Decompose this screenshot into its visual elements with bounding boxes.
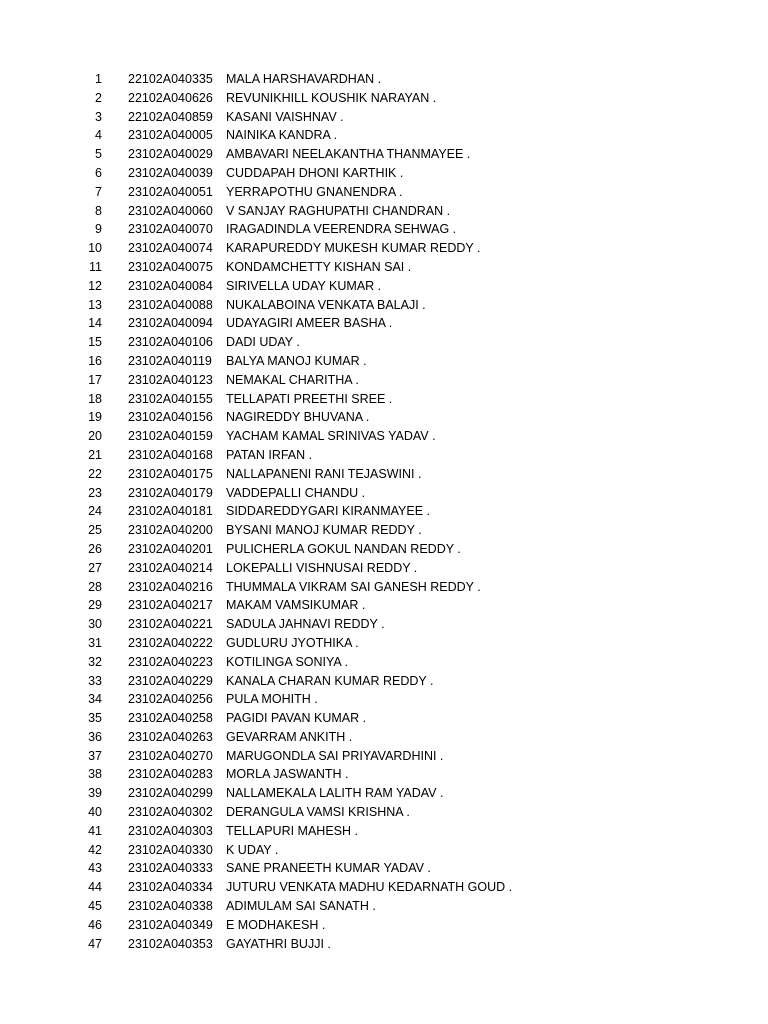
student-name: REVUNIKHILL KOUSHIK NARAYAN . [226,90,437,105]
serial-number: 21 [88,447,102,462]
student-row [0,408,768,427]
serial-number: 42 [88,842,102,857]
student-row [0,672,768,691]
student-name: BALYA MANOJ KUMAR . [226,353,367,368]
student-name: MALA HARSHAVARDHAN . [226,72,382,86]
student-row [0,709,768,728]
roll-number: 23102A040106 [128,335,213,350]
student-name: SADULA JAHNAVI REDDY . [226,617,385,632]
serial-number: 17 [88,372,102,387]
serial-number: 13 [88,297,102,312]
student-name: PULA MOHITH . [226,692,318,707]
serial-number: 43 [88,861,102,876]
student-row [0,126,768,145]
serial-number: 37 [88,748,102,763]
student-name: CUDDAPAH DHONI KARTHIK . [226,165,404,180]
student-row [0,183,768,202]
serial-number: 14 [88,316,102,331]
student-name: NAGIREDDY BHUVANA . [226,410,370,425]
roll-number: 23102A040333 [128,861,213,876]
roll-number: 23102A040302 [128,805,213,820]
roll-number: 23102A040029 [128,147,213,162]
roll-number: 22102A040859 [128,109,213,124]
serial-number: 25 [88,523,102,538]
serial-number: 10 [88,241,102,256]
roll-number: 23102A040221 [128,617,213,632]
student-name: GEVARRAM ANKITH . [226,729,353,744]
roll-number: 23102A040353 [128,936,213,951]
student-row [0,897,768,916]
student-row [0,747,768,766]
roll-number: 23102A040349 [128,917,213,932]
roll-number: 23102A040070 [128,222,213,237]
student-name: JUTURU VENKATA MADHU KEDARNATH GOUD . [226,880,513,895]
serial-number: 47 [88,936,102,951]
student-name: E MODHAKESH . [226,917,326,932]
student-name: KARAPUREDDY MUKESH KUMAR REDDY . [226,241,481,256]
student-name: KOTILINGA SONIYA . [226,654,349,669]
student-name: SANE PRANEETH KUMAR YADAV . [226,861,431,876]
student-name: THUMMALA VIKRAM SAI GANESH REDDY . [226,579,481,594]
serial-number: 41 [88,823,102,838]
roll-number: 23102A040229 [128,673,213,688]
serial-number: 19 [88,410,102,425]
roll-number: 23102A040303 [128,823,213,838]
serial-number: 40 [88,805,102,820]
serial-number: 11 [89,259,102,274]
roll-number: 23102A040283 [128,767,213,782]
student-row [0,277,768,296]
serial-number: 18 [88,391,102,406]
student-row [0,596,768,615]
serial-number: 39 [88,786,102,801]
serial-number: 38 [88,767,102,782]
student-row [0,859,768,878]
serial-number: 15 [88,335,102,350]
roll-number: 23102A040074 [128,241,213,256]
roll-number: 23102A040039 [128,165,213,180]
roll-number: 23102A040258 [128,711,213,726]
roll-number: 23102A040060 [128,203,213,218]
serial-number: 46 [88,917,102,932]
serial-number: 35 [88,711,102,726]
student-name: TELLAPATI PREETHI SREE . [226,391,393,406]
student-row [0,465,768,484]
student-name: BYSANI MANOJ KUMAR REDDY . [226,523,422,538]
student-name: PATAN IRFAN . [226,447,313,462]
student-name: GAYATHRI BUJJI . [226,936,331,951]
student-name: YACHAM KAMAL SRINIVAS YADAV . [226,429,436,444]
roll-number: 23102A040156 [128,410,213,425]
serial-number: 16 [88,353,102,368]
roll-number: 23102A040299 [128,786,213,801]
roll-number: 23102A040168 [128,447,213,462]
student-name: NALLAMEKALA LALITH RAM YADAV . [226,786,444,801]
serial-number: 26 [88,541,102,556]
roll-number: 23102A040270 [128,748,213,763]
student-name: MARUGONDLA SAI PRIYAVARDHINI . [226,748,444,763]
student-row [0,803,768,822]
student-row [0,220,768,239]
serial-number: 27 [88,560,102,575]
student-row [0,540,768,559]
serial-number: 6 [95,165,102,180]
roll-number: 23102A040200 [128,523,213,538]
serial-number: 4 [95,128,102,143]
roll-number: 23102A040338 [128,899,213,914]
roll-number: 23102A040222 [128,635,213,650]
roll-number: 23102A040217 [128,598,213,613]
student-row [0,765,768,784]
roll-number: 23102A040075 [128,259,213,274]
student-row [0,390,768,409]
roll-number: 23102A040214 [128,560,213,575]
student-name: PULICHERLA GOKUL NANDAN REDDY . [226,541,461,556]
student-row [0,841,768,860]
student-row [0,615,768,634]
student-row [0,822,768,841]
serial-number: 29 [88,598,102,613]
serial-number: 31 [88,635,102,650]
roll-number: 23102A040123 [128,372,213,387]
roll-number: 22102A040626 [128,90,213,105]
student-row [0,164,768,183]
serial-number: 44 [88,880,102,895]
student-list [0,70,768,953]
roll-number: 23102A040119 [128,353,212,368]
roll-number: 23102A040005 [128,128,213,143]
serial-number: 32 [88,654,102,669]
student-name: MAKAM VAMSIKUMAR . [226,598,366,613]
student-name: UDAYAGIRI AMEER BASHA . [226,316,393,331]
roll-number: 23102A040094 [128,316,213,331]
student-name: VADDEPALLI CHANDU . [226,485,366,500]
serial-number: 5 [95,147,102,162]
student-name: DADI UDAY . [226,335,300,350]
roll-number: 23102A040201 [128,541,213,556]
student-name: GUDLURU JYOTHIKA . [226,635,359,650]
student-row [0,784,768,803]
serial-number: 33 [88,673,102,688]
student-name: KANALA CHARAN KUMAR REDDY . [226,673,434,688]
roll-number: 23102A040334 [128,880,213,895]
student-name: NUKALABOINA VENKATA BALAJI . [226,297,426,312]
serial-number: 20 [88,429,102,444]
student-row [0,484,768,503]
serial-number: 1 [95,72,102,86]
student-row [0,145,768,164]
student-row [0,502,768,521]
student-row [0,935,768,954]
student-name: KONDAMCHETTY KISHAN SAI . [226,259,412,274]
student-row [0,634,768,653]
student-name: DERANGULA VAMSI KRISHNA . [226,805,410,820]
student-row [0,690,768,709]
student-row [0,202,768,221]
student-row [0,239,768,258]
student-row [0,521,768,540]
serial-number: 34 [88,692,102,707]
student-name: LOKEPALLI VISHNUSAI REDDY . [226,560,418,575]
roll-number: 23102A040179 [128,485,213,500]
roll-number: 23102A040263 [128,729,213,744]
student-name: K UDAY . [226,842,279,857]
student-row [0,296,768,315]
student-row [0,352,768,371]
serial-number: 12 [88,278,102,293]
student-name: KASANI VAISHNAV . [226,109,344,124]
roll-number: 23102A040088 [128,297,213,312]
serial-number: 8 [95,203,102,218]
roll-number: 23102A040155 [128,391,213,406]
student-name: YERRAPOTHU GNANENDRA . [226,184,403,199]
student-name: ADIMULAM SAI SANATH . [226,899,376,914]
student-row [0,427,768,446]
serial-number: 23 [88,485,102,500]
student-row [0,559,768,578]
serial-number: 36 [88,729,102,744]
student-row [0,333,768,352]
roll-number: 23102A040051 [128,184,213,199]
student-row [0,878,768,897]
serial-number: 45 [88,899,102,914]
student-row [0,916,768,935]
student-row [0,258,768,277]
serial-number: 2 [95,90,102,105]
student-row [0,446,768,465]
student-row [0,653,768,672]
roll-number: 23102A040330 [128,842,213,857]
student-name: NALLAPANENI RANI TEJASWINI . [226,466,422,481]
student-row [0,728,768,747]
student-name: V SANJAY RAGHUPATHI CHANDRAN . [226,203,451,218]
serial-number: 7 [95,184,102,199]
roll-number: 23102A040181 [128,504,213,519]
roll-number: 23102A040175 [128,466,213,481]
student-row [0,89,768,108]
student-name: IRAGADINDLA VEERENDRA SEHWAG . [226,222,457,237]
student-name: SIDDAREDDYGARI KIRANMAYEE . [226,504,430,519]
student-name: PAGIDI PAVAN KUMAR . [226,711,367,726]
serial-number: 24 [88,504,102,519]
student-name: TELLAPURI MAHESH . [226,823,358,838]
student-row [0,314,768,333]
student-row [0,578,768,597]
roll-number: 23102A040216 [128,579,213,594]
roll-number: 23102A040223 [128,654,213,669]
student-name: NAINIKA KANDRA . [226,128,338,143]
student-row [0,371,768,390]
serial-number: 9 [95,222,102,237]
serial-number: 28 [88,579,102,594]
serial-number: 22 [88,466,102,481]
serial-number: 3 [95,109,102,124]
roll-number: 23102A040256 [128,692,213,707]
roll-number: 23102A040084 [128,278,213,293]
student-name: MORLA JASWANTH . [226,767,349,782]
student-row [0,70,768,89]
roll-number: 22102A040335 [128,72,213,86]
student-name: NEMAKAL CHARITHA . [226,372,359,387]
student-row [0,108,768,127]
student-name: AMBAVARI NEELAKANTHA THANMAYEE . [226,147,471,162]
roll-number: 23102A040159 [128,429,213,444]
student-name: SIRIVELLA UDAY KUMAR . [226,278,382,293]
serial-number: 30 [88,617,102,632]
